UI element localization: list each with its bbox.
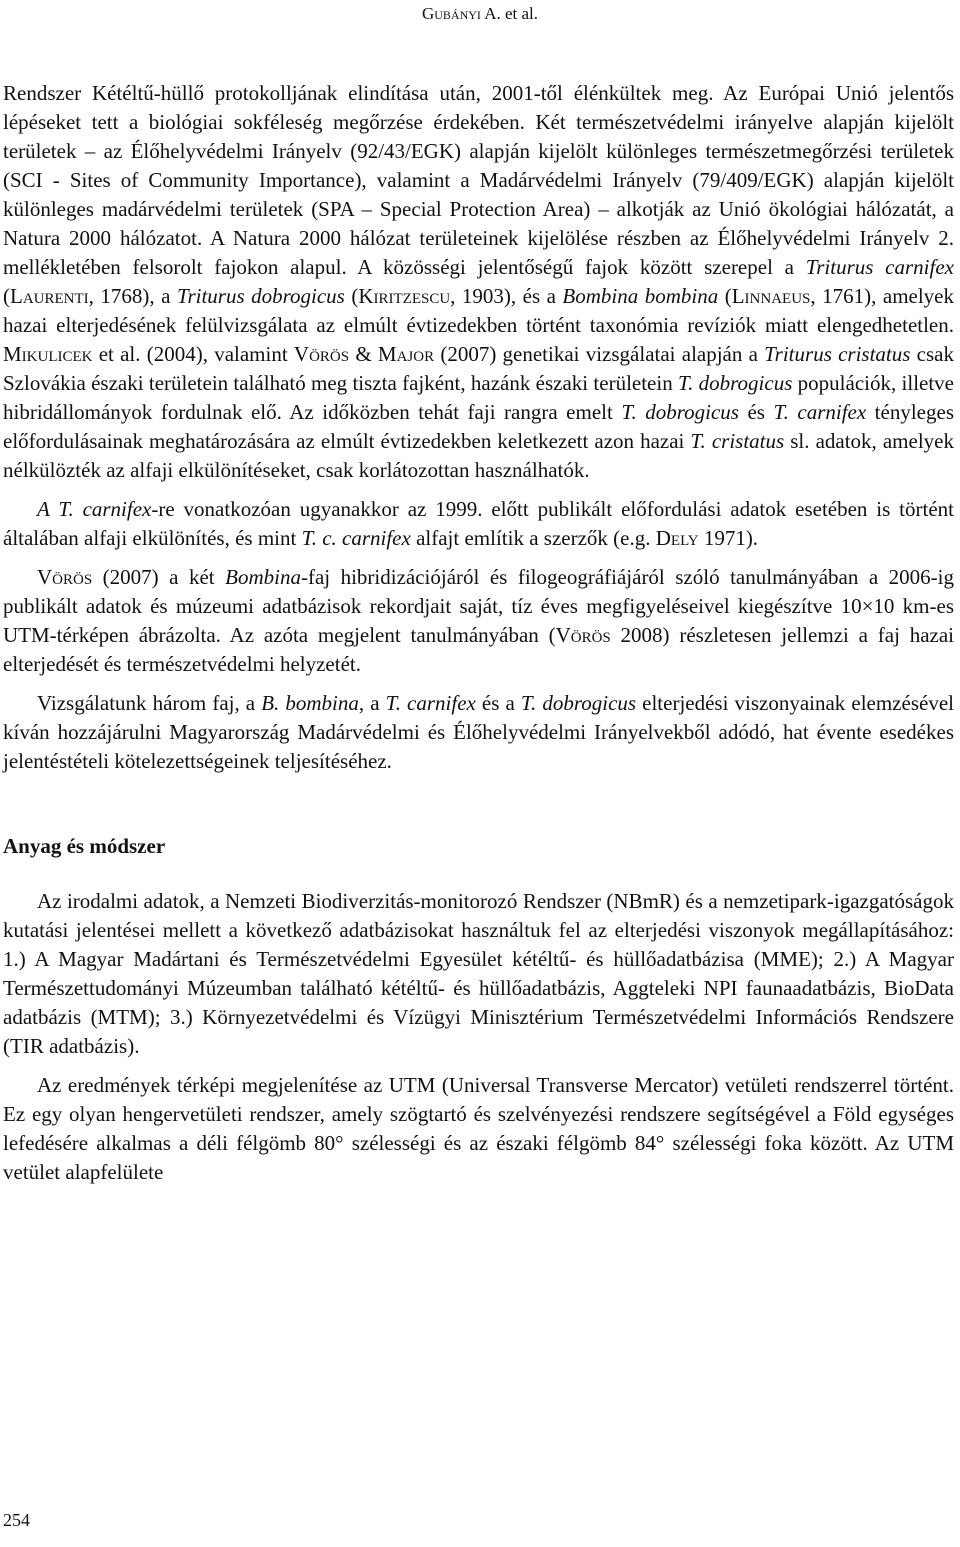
italic-run: A T. carnifex xyxy=(37,497,152,521)
running-head xyxy=(0,4,960,24)
italic-run: B. bombina xyxy=(261,691,359,715)
article-body xyxy=(3,79,954,1197)
text-run: ( xyxy=(3,284,10,308)
author-name: Laurenti xyxy=(10,284,89,308)
italic-run: Triturus dobrogicus xyxy=(176,284,345,308)
methods-paragraph-1 xyxy=(3,887,954,1061)
text-run: , 1761), amelyek hazai elterjedésének felülvizsgálata az elmúlt évtizedekben történt taxonómia revíziók miatt elengedhetetlen. xyxy=(3,284,955,337)
methods-paragraph-2 xyxy=(3,1071,954,1187)
text-run: , 1903), és a xyxy=(450,284,563,308)
text-run: (2007) a két xyxy=(92,565,226,589)
italic-run: Bombina bombina xyxy=(562,284,719,308)
section-heading: Anyag és módszer xyxy=(3,834,166,858)
text-run: , a xyxy=(358,691,386,715)
author-name: Vörös xyxy=(37,565,93,589)
text-run: -re vonatkozóan ugyanakkor az 1999. előtt publikált előfordulási adatok esetében is történt általában alfaji elkülönítés, és mint xyxy=(3,497,954,550)
italic-run: T. c. carnifex xyxy=(301,526,411,550)
text-run: tényleges előfordulásainak meghatározására az elmúlt évtizedekben keletkezett azon hazai xyxy=(3,400,954,453)
author-name: Vörös xyxy=(555,623,611,647)
paragraph-3 xyxy=(3,563,954,679)
text-run: és xyxy=(738,400,774,424)
author-name: Major xyxy=(377,342,435,366)
italic-run: Bombina xyxy=(225,565,301,589)
paragraph-4 xyxy=(3,689,954,776)
italic-run: Triturus carnifex xyxy=(805,255,954,279)
italic-run: T. carnifex xyxy=(773,400,867,424)
author-name: Mikulicek xyxy=(3,342,93,366)
author-name: Linnaeus xyxy=(731,284,811,308)
text-run: , 1768), a xyxy=(88,284,177,308)
author-name: Kiritzescu xyxy=(358,284,451,308)
text-run: Az eredmények térképi megjelenítése az UTM (Universal Transverse Mercator) vetületi rendszerrel történt. Ez egy olyan hengervetületi rendszer, amely szögtartó és szelvényezési rendszere segítségével a Föld egységes lefedésére alkalmas a déli félgömb 80° szélességi és az északi félgömb 84° szélességi foka között. Az UTM vetület alapfelülete xyxy=(3,1073,954,1184)
text-run: populációk, illetve hibridállományok fordulnak elő. Az időközben tehát faji rangra emelt xyxy=(3,371,955,424)
italic-run: T. carnifex xyxy=(385,691,476,715)
text-run: és a xyxy=(475,691,521,715)
italic-run: Triturus cristatus xyxy=(764,342,911,366)
text-run: sl. adatok, amelyek nélkülözték az alfaji elkülönítéseket, csak korlátozottan használhatók. xyxy=(3,429,954,482)
page-number: 254 xyxy=(3,1510,30,1530)
paragraph-1 xyxy=(3,79,954,485)
text-run: Vizsgálatunk három faj, a xyxy=(37,691,262,715)
text-run: 2008) részletesen jellemzi a faj hazai elterjedését és természetvédelmi helyzetét. xyxy=(3,623,954,676)
text-run: ( xyxy=(344,284,359,308)
running-head-author: Gubányi xyxy=(421,4,481,23)
author-name: Vörös xyxy=(293,342,350,366)
italic-run: T. dobrogicus xyxy=(520,691,637,715)
text-run: ( xyxy=(718,284,732,308)
text-run: alfajt említik a szerzők (e.g. xyxy=(410,526,656,550)
text-run: 1971). xyxy=(698,526,759,550)
paragraph-2 xyxy=(3,495,954,553)
italic-run: T. dobrogicus xyxy=(621,400,739,424)
text-run: elterjedési viszonyainak elemzésével kíván hozzájárulni Magyarország Madárvédelmi és Élőhelyvédelmi Irányelvekből adódó, hat évente esedékes jelentéstételi kötelezettségeinek teljesítéséhez. xyxy=(3,691,954,773)
text-run: -faj hibridizációjáról és filogeográfiájáról szóló tanulmányában a 2006-ig publikált adatok és múzeumi adatbázisok rekordjait saját, tíz éves megfigyeléseivel kiegészítve 10×10 km-es UTM-térképen ábrázolta. Az azóta megjelent tanulmányában ( xyxy=(3,565,954,647)
text-run: Rendszer Kétéltű-hüllő protokolljának elindítása után, 2001-től élénkültek meg. Az Európai Unió jelentős lépéseket tett a biológiai sokféleség megőrzése érdekében. Két természetvédelmi irányelve alapján kijelölt területek – az Élőhelyvédelmi Irányelv (92/43/EGK) alapján kijelölt különleges természetmegőrzési területek (SCI - Sites of Community Importance), valamint a Madárvédelmi Irányelv (79/409/EGK) alapján kijelölt különleges madárvédelmi területek (SPA – Special Protection Area) – alkotják az Unió ökológiai hálózatát, a Natura 2000 hálózatot. A Natura 2000 hálózat területeinek kijelölése részben az Élőhelyvédelmi Irányelv 2. mellékletében felsorolt fajokon alapul. A közösségi jelentőségű fajok között szerepel a xyxy=(3,81,954,279)
author-name: Dely xyxy=(655,526,699,550)
text-run: csak Szlovákia északi területein található meg tiszta fajként, hazánk északi területein xyxy=(3,342,954,395)
text-run: (2007) genetikai vizsgálatai alapján a xyxy=(434,342,765,366)
running-head-etal: A. et al. xyxy=(480,4,539,23)
italic-run: T. dobrogicus xyxy=(678,371,793,395)
text-run: et al. (2004), valamint xyxy=(92,342,294,366)
italic-run: T. cristatus xyxy=(690,429,785,453)
text-run: Az irodalmi adatok, a Nemzeti Biodiverzitás-monitorozó Rendszer (NBmR) és a nemzetipark-igazgatóságok kutatási jelentései mellett a következő adatbázisokat használtuk fel az elterjedési viszonyok megállapításához: 1.) A Magyar Madártani és Természetvédelmi Egyesület kétéltű- és hüllőadatbázisa (MME); 2.) A Magyar Természettudományi Múzeumban található kétéltű- és hüllőadatbázis, Aggteleki NPI faunaadatbázis, BioData adatbázis (MTM); 3.) Környezetvédelmi és Vízügyi Minisztérium Természetvédelmi Információs Rendszere (TIR adatbázis). xyxy=(3,889,954,1058)
text-run: & xyxy=(349,342,378,366)
